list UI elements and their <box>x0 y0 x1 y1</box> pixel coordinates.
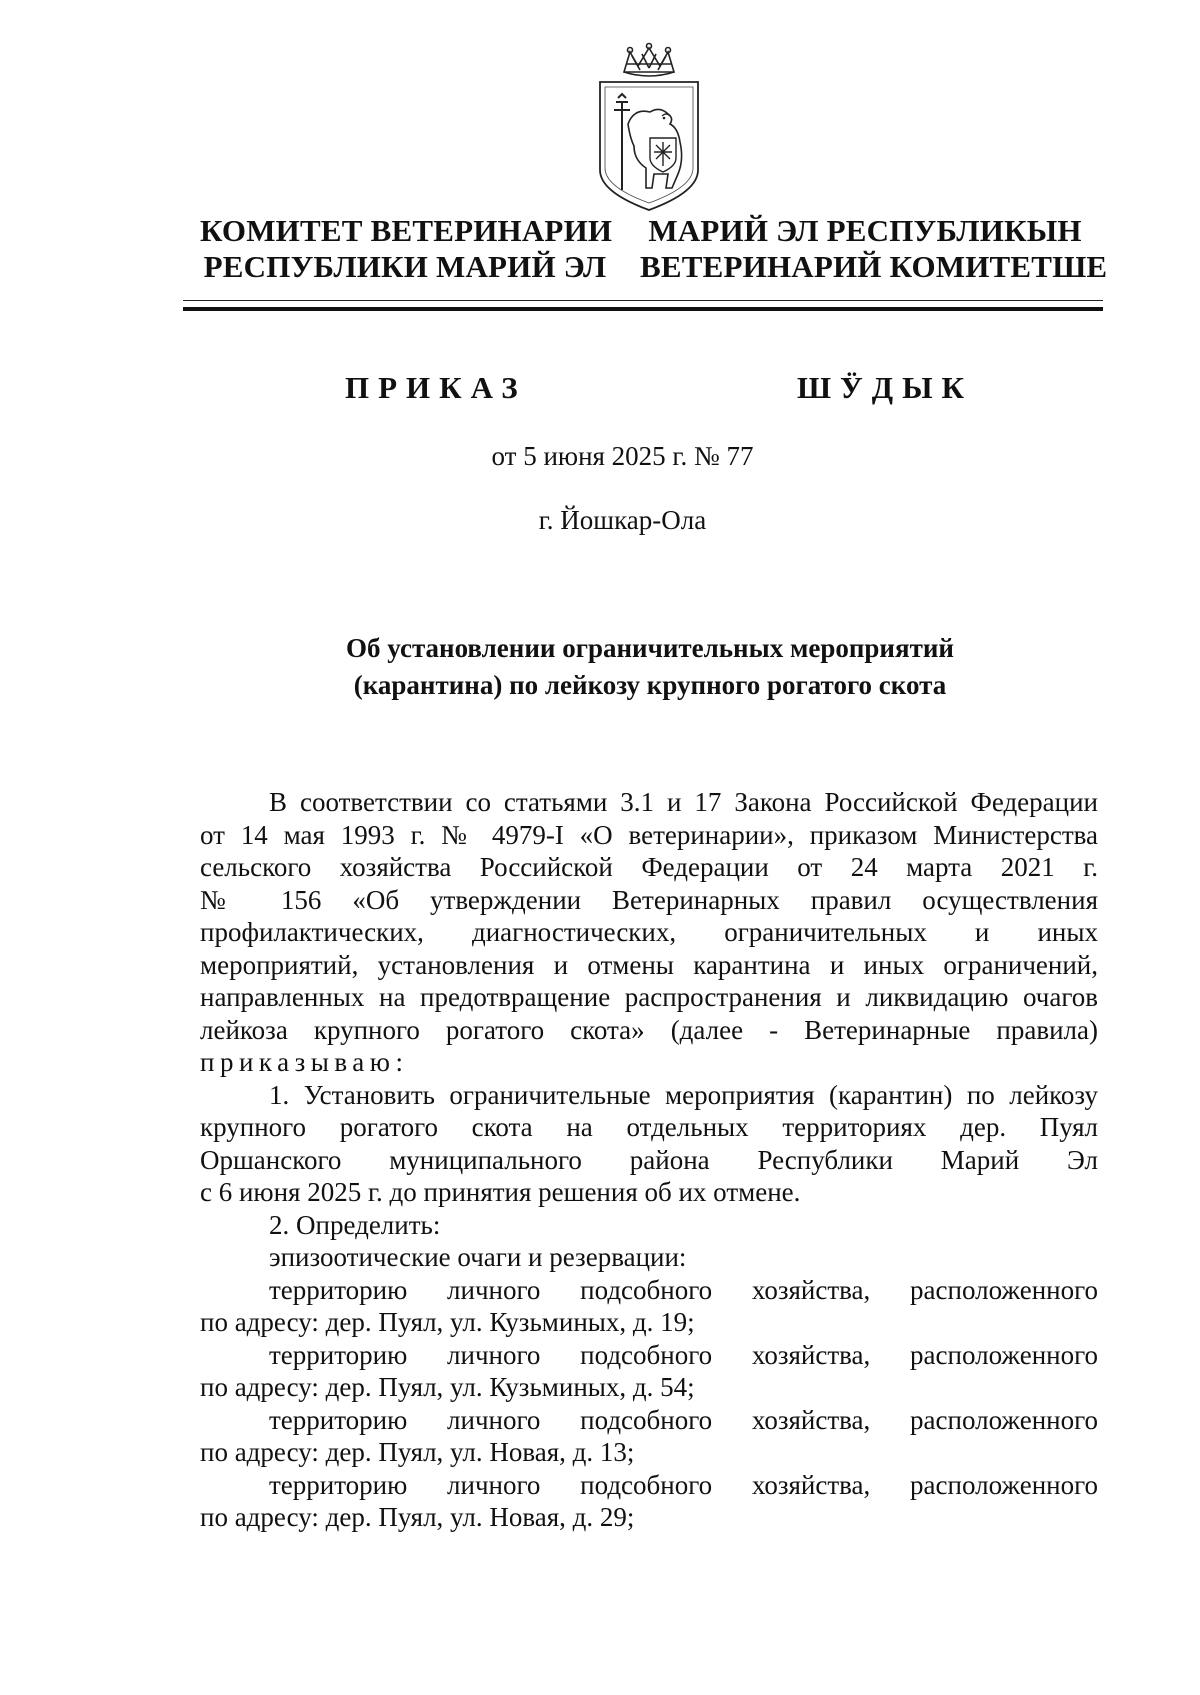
org-name-russian <box>200 213 613 285</box>
body-line: приказываю: <box>200 1047 409 1077</box>
body-line: профилактических, диагностических, ограничительных и иных <box>200 917 1098 947</box>
body-line: от 14 мая 1993 г. № 4979-I «О ветеринарии», приказом Министерства <box>200 819 1098 850</box>
org-name-ru-line-1: КОМИТЕТ ВЕТЕРИНАРИИ <box>200 213 613 248</box>
body-line: территорию личного подсобного хозяйства, расположенного <box>269 1469 1098 1500</box>
document-city: г. Йошкар-Ола <box>538 505 707 535</box>
body-line: направленных на предотвращение распространения и ликвидацию очагов <box>200 982 1098 1012</box>
body-line: территорию личного подсобного хозяйства, расположенного <box>269 1404 1098 1435</box>
body-line: сельского хозяйства Российской Федерации от 24 марта 2021 г. <box>200 852 1098 882</box>
body-line: по адресу: дер. Пуял, ул. Кузьминых, д. 19; <box>200 1307 695 1337</box>
org-name-mhr-line-1: МАРИЙ ЭЛ РЕСПУБЛИКЫН <box>648 213 1082 248</box>
document-body <box>200 786 1098 1534</box>
body-line: В соответствии со статьями 3.1 и 17 Закона Российской Федерации <box>269 787 1098 817</box>
body-line: по адресу: дер. Пуял, ул. Кузьминых, д. 54; <box>200 1372 695 1402</box>
body-line: территорию личного подсобного хозяйства, расположенного <box>269 1339 1098 1370</box>
body-line: по адресу: дер. Пуял, ул. Новая, д. 13; <box>200 1437 635 1467</box>
header-divider-thin <box>183 300 1103 301</box>
body-line: № 156 «Об утверждении Ветеринарных правил осуществления <box>200 884 1098 915</box>
document-type-mari: ШӰДЫК <box>797 370 974 405</box>
document-title <box>200 630 1100 704</box>
document-title-line-2: (карантина) по лейкозу крупного рогатого скота <box>353 670 947 700</box>
body-line: эпизоотические очаги и резервации: <box>269 1242 687 1272</box>
coat-of-arms-icon <box>592 42 706 212</box>
body-line: с 6 июня 2025 г. до принятия решения об их отмене. <box>200 1177 801 1207</box>
document-date-number: от 5 июня 2025 г. № 77 <box>491 441 754 471</box>
org-name-mari <box>640 213 1108 285</box>
body-line: мероприятий, установления и отмены карантина и иных ограничений, <box>200 949 1098 980</box>
body-line: по адресу: дер. Пуял, ул. Новая, д. 29; <box>200 1502 635 1532</box>
body-line: территорию личного подсобного хозяйства, расположенного <box>269 1274 1098 1305</box>
header-divider-thick <box>183 307 1103 311</box>
body-line: Оршанского муниципального района Республики Марий Эл <box>200 1144 1098 1175</box>
org-name-ru-line-2: РЕСПУБЛИКИ МАРИЙ ЭЛ <box>203 249 607 284</box>
document-type-russian: ПРИКАЗ <box>345 370 527 405</box>
body-line: 2. Определить: <box>269 1209 441 1240</box>
body-line: лейкоза крупного рогатого скота» (далее - Ветеринарные правила) <box>200 1014 1098 1045</box>
body-line: крупного рогатого скота на отдельных территориях дер. Пуял <box>200 1112 1098 1142</box>
document-title-line-1: Об установлении ограничительных мероприятий <box>346 633 954 663</box>
org-name-mhr-line-2: ВЕТЕРИНАРИЙ КОМИТЕТШЕ <box>640 249 1108 284</box>
body-line: 1. Установить ограничительные мероприятия (карантин) по лейкозу <box>269 1079 1098 1110</box>
